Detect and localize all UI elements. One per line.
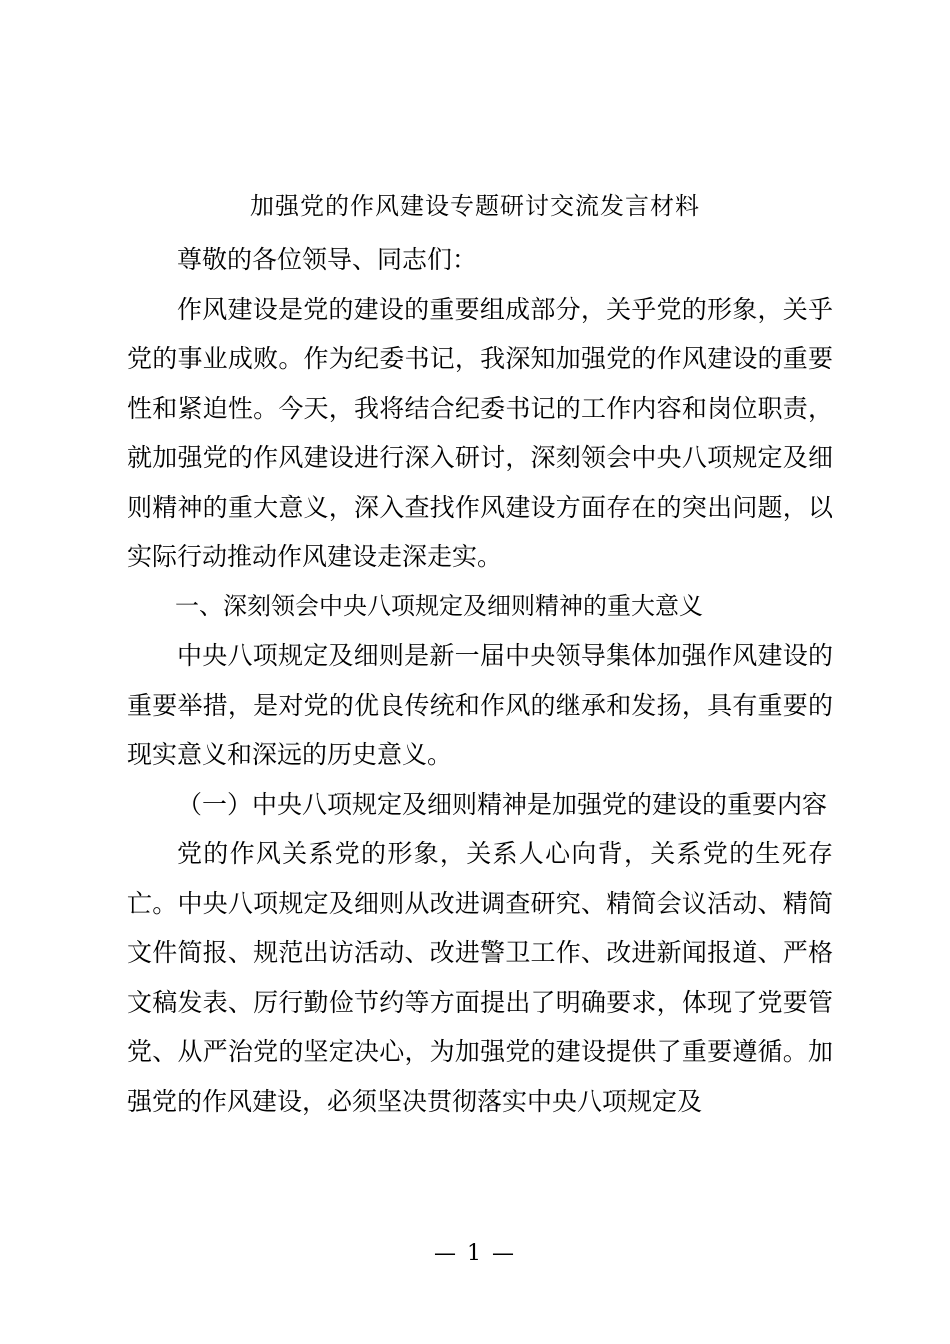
paragraph-section-1: 中央八项规定及细则是新一届中央领导集体加强作风建设的重要举措，是对党的优良传统和作风的继承和发扬，具有重要的现实意义和深远的历史意义。 <box>127 641 833 769</box>
page-number: — 1 — <box>434 1241 516 1266</box>
paragraph-subsection-1: 党的作风关系党的形象，关系人心向背，关系党的生死存亡。中央八项规定及细则从改进调查研究、精简会议活动、精简文件简报、规范出访活动、改进警卫工作、改进新闻报道、严格文稿发表、厉行勤俭节约等方面提出了明确要求，体现了党要管党、从严治党的坚定决心，为加强党的建设提供了重要遵循。加强党的作风建设，必须坚决贯彻落实中央八项规定及 <box>127 839 833 1116</box>
paragraph-intro: 作风建设是党的建设的重要组成部分，关乎党的形象，关乎党的事业成败。作为纪委书记，我深知加强党的作风建设的重要性和紧迫性。今天，我将结合纪委书记的工作内容和岗位职责，就加强党的作风建设进行深入研讨，深刻领会中央八项规定及细则精神的重大意义，深入查找作风建设方面存在的突出问题，以实际行动推动作风建设走深走实。 <box>127 294 833 571</box>
subsection-heading-1: （一）中央八项规定及细则精神是加强党的建设的重要内容 <box>177 789 828 819</box>
document-body <box>127 235 833 1126</box>
document-title: 加强党的作风建设专题研讨交流发言材料 <box>250 192 700 220</box>
salutation: 尊敬的各位领导、同志们： <box>177 245 478 274</box>
section-heading-1: 一、深刻领会中央八项规定及细则精神的重大意义 <box>175 591 703 620</box>
